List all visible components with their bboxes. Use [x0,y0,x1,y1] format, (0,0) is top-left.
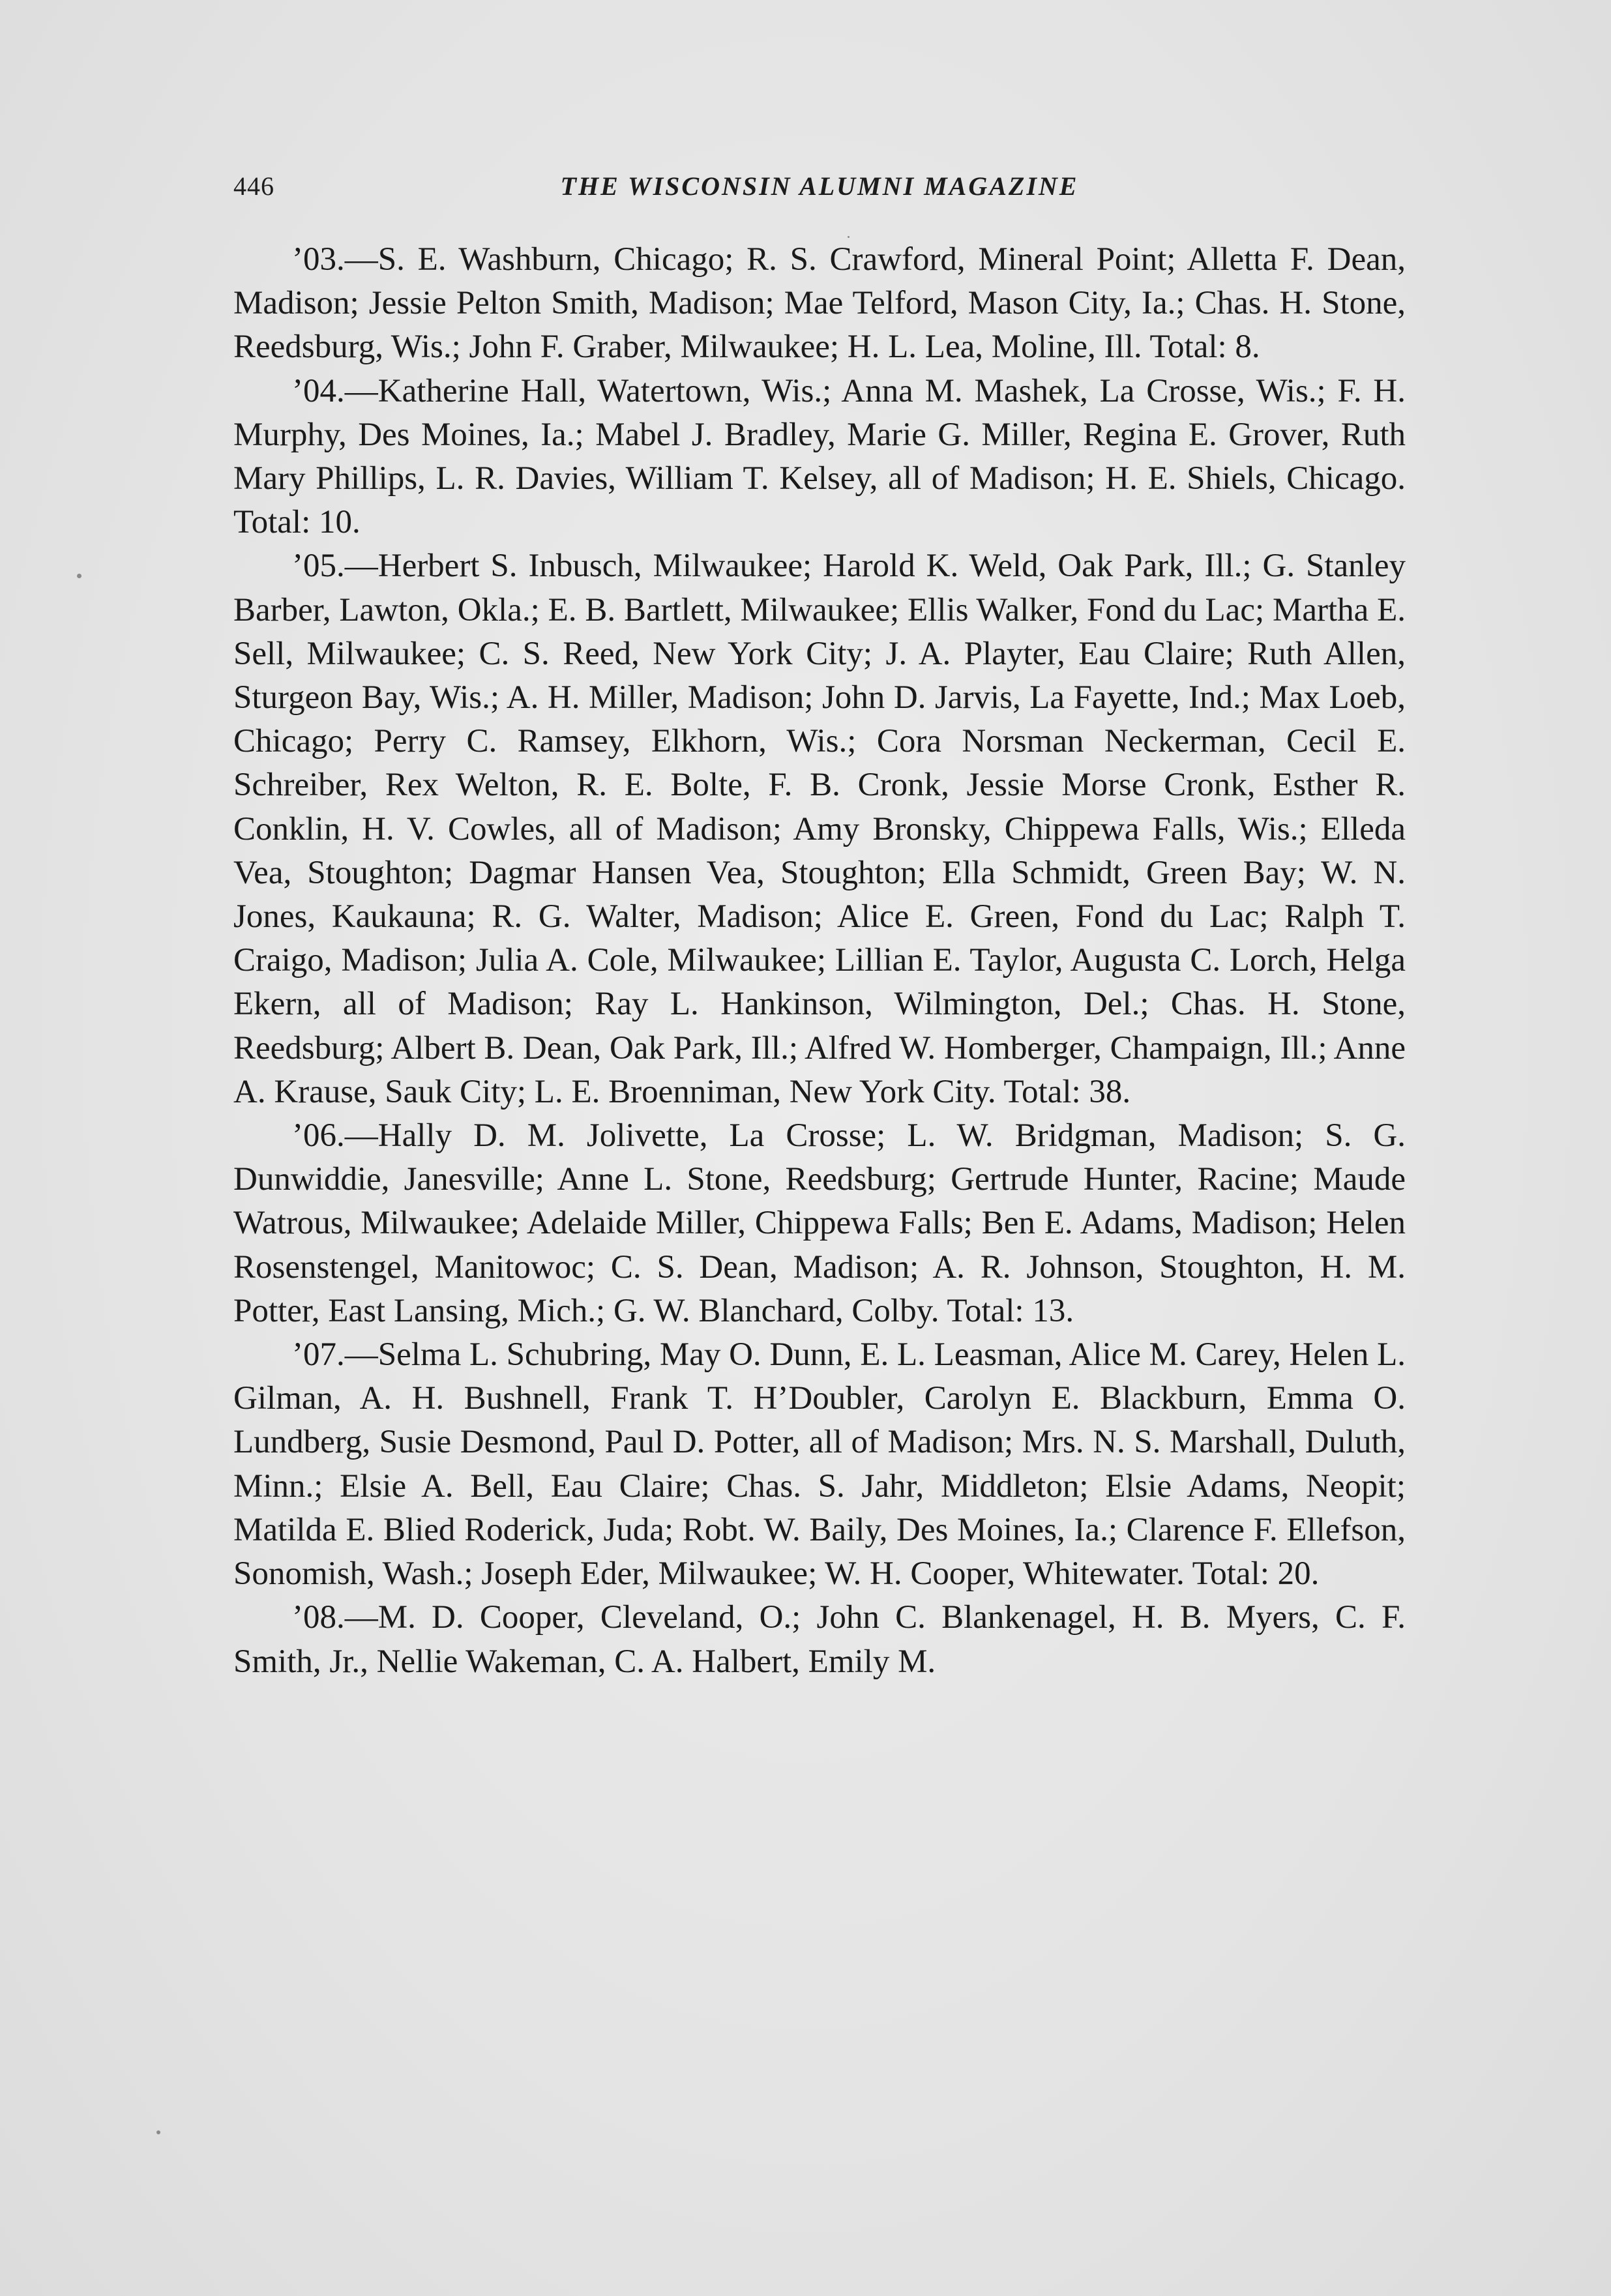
class-entry-1904 [233,370,1406,545]
class-year: ’08. [292,1599,345,1636]
class-entry-1906 [233,1114,1406,1333]
class-entry-1903 [233,238,1406,370]
class-members: —Selma L. Schubring, May O. Dunn, E. L. Leasman, Alice M. Carey, Helen L. Gilman, A. H. Bushnell, Frank T. H’Doubler, Carolyn E. Blackburn, Emma O. Lundberg, Susie Desmond, Paul D. Potter, all of Madison; Mrs. N. S. Marshall, Duluth, Minn.; Elsie A. Bell, Eau Claire; Chas. S. Jahr, Middleton; Elsie Adams, Neopit; Matilda E. Blied Roderick, Juda; Robt. W. Baily, Des Moines, Ia.; Clarence F. Ellefson, Sonomish, Wash.; Joseph Eder, Milwaukee; W. H. Cooper, Whitewater. Total: 20. [233,1336,1406,1593]
scan-speck [848,236,850,238]
class-entry-1905 [233,544,1406,1114]
scan-speck [156,2130,160,2134]
class-year: ’06. [292,1117,345,1155]
class-members: —Herbert S. Inbusch, Milwaukee; Harold K. Weld, Oak Park, Ill.; G. Stanley Barber, Lawton, Okla.; E. B. Bartlett, Milwaukee; Ellis Walker, Fond du Lac; Martha E. Sell, Milwaukee; C. S. Reed, New York City; J. A. Playter, Eau Claire; Ruth Allen, Sturgeon Bay, Wis.; A. H. Miller, Madison; John D. Jarvis, La Fayette, Ind.; Max Loeb, Chicago; Perry C. Ramsey, Elkhorn, Wis.; Cora Norsman Neckerman, Cecil E. Schreiber, Rex Welton, R. E. Bolte, F. B. Cronk, Jessie Morse Cronk, Esther R. Conklin, H. V. Cowles, all of Madison; Amy Bronsky, Chippewa Falls, Wis.; Elleda Vea, Stoughton; Dagmar Hansen Vea, Stoughton; Ella Schmidt, Green Bay; W. N. Jones, Kaukauna; R. G. Walter, Madison; Alice E. Green, Fond du Lac; Ralph T. Craigo, Madison; Julia A. Cole, Milwaukee; Lillian E. Taylor, Augusta C. Lorch, Helga Ekern, all of Madison; Ray L. Hankinson, Wilmington, Del.; Chas. H. Stone, Reedsburg; Albert B. Dean, Oak Park, Ill.; Alfred W. Homberger, Champaign, Ill.; Anne A. Krause, Sauk City; L. E. Broenniman, New York City. Total: 38. [233,548,1406,1110]
running-head: THE WISCONSIN ALUMNI MAGAZINE [560,171,1079,201]
class-year: ’03. [292,241,345,278]
class-entry-1908 [233,1596,1406,1683]
page-number: 446 [233,171,274,201]
scan-speck [77,574,81,578]
class-year: ’07. [292,1336,345,1374]
class-members: —M. D. Cooper, Cleveland, O.; John C. Blankenagel, H. B. Myers, C. F. Smith, Jr., Nellie Wakeman, C. A. Halbert, Emily M. [233,1599,1406,1680]
class-year: ’05. [292,548,345,585]
class-entry-1907 [233,1333,1406,1596]
class-list [233,238,1406,1684]
class-members: —Katherine Hall, Watertown, Wis.; Anna M. Mashek, La Crosse, Wis.; F. H. Murphy, Des Moines, Ia.; Mabel J. Bradley, Marie G. Miller, Regina E. Grover, Ruth Mary Phillips, L. R. Davies, William T. Kelsey, all of Madison; H. E. Shiels, Chicago. Total: 10. [233,372,1406,541]
page-header [233,171,1406,216]
class-members: —S. E. Washburn, Chicago; R. S. Crawford, Mineral Point; Alletta F. Dean, Madison; Jessie Pelton Smith, Madison; Mae Telford, Mason City, Ia.; Chas. H. Stone, Reedsburg, Wis.; John F. Graber, Milwaukee; H. L. Lea, Moline, Ill. Total: 8. [233,241,1406,366]
class-members: —Hally D. M. Jolivette, La Crosse; L. W. Bridgman, Madison; S. G. Dunwiddie, Janesville; Anne L. Stone, Reedsburg; Gertrude Hunter, Racine; Maude Watrous, Milwaukee; Adelaide Miller, Chippewa Falls; Ben E. Adams, Madison; Helen Rosenstengel, Manitowoc; C. S. Dean, Madison; A. R. Johnson, Stoughton, H. M. Potter, East Lansing, Mich.; G. W. Blanchard, Colby. Total: 13. [233,1117,1406,1329]
class-year: ’04. [292,372,345,409]
